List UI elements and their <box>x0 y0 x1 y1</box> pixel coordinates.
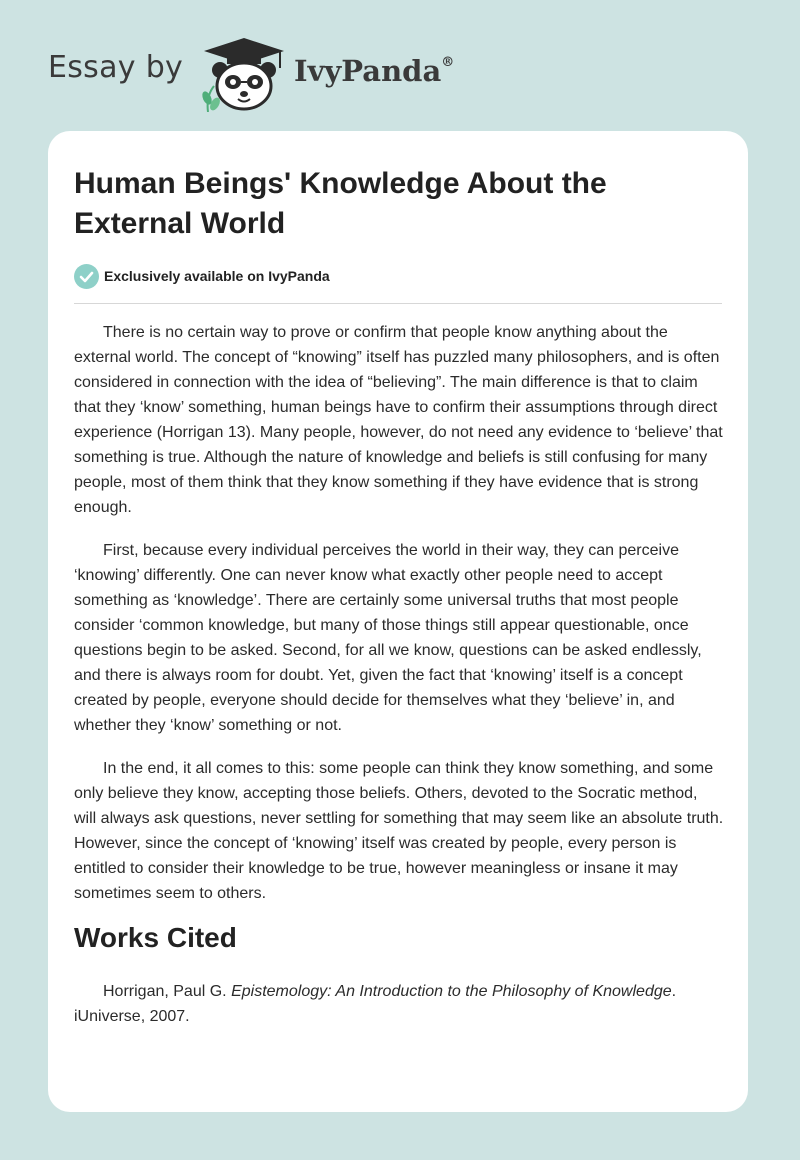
works-cited-heading: Works Cited <box>74 922 237 953</box>
check-circle-icon <box>74 264 99 289</box>
trademark-symbol: ® <box>441 55 455 71</box>
badge-text: Exclusively available on IvyPanda <box>104 268 330 284</box>
divider <box>74 303 722 304</box>
site-header <box>48 30 528 110</box>
citation-author: Horrigan, Paul G. <box>103 983 232 1000</box>
essay-by-label: Essay by <box>48 50 184 85</box>
essay-card <box>48 131 748 1112</box>
paragraph: In the end, it all comes to this: some people can think they know something, and some only believe they know, accepting those beliefs. Others, devoted to the Socratic method, will always ask questions, never settling for something that may seem like an absolute truth. However, since the concept of ‘knowing’ itself was created by people, every person is entitled to consider their knowledge to be true, however meaningless or insane it may sometimes seem to others. <box>74 760 724 902</box>
brand-name-text: IvyPanda <box>294 54 442 88</box>
citation-title: Epistemology: An Introduction to the Philosophy of Knowledge <box>231 983 672 1000</box>
exclusive-badge <box>74 264 474 290</box>
panda-graduate-icon[interactable] <box>200 34 292 112</box>
citation-entry <box>74 979 724 1029</box>
page-title: Human Beings' Knowledge About the External World <box>74 167 607 240</box>
essay-body <box>74 320 724 924</box>
paragraph: There is no certain way to prove or confirm that people know anything about the external world. The concept of “knowing” itself has puzzled many philosophers, and is often considered in connection with the idea of “believing”. The main difference is that to claim that they ‘know’ something, human beings have to confirm their assumptions through direct experience (Horrigan 13). Many people, however, do not need any evidence to ‘believe’ that something is true. Although the nature of knowledge and beliefs is still confusing for many people, most of them think that they know something if they have evidence that is strong enough. <box>74 324 723 516</box>
brand-name[interactable] <box>294 54 454 88</box>
paragraph: First, because every individual perceives the world in their way, they can perceive ‘knowing’ differently. One can never know what exactly other people need to accept something as ‘knowledge’. There are certainly some universal truths that most people consider ‘common knowledge, but many of those things still appear questionable, once questions begin to be asked. Second, for all we know, questions can be asked endlessly, and there is always room for doubt. Yet, given the fact that ‘knowing’ itself is a concept created by people, everyone should decide for themselves what they ‘believe’ in, and whether they ‘know’ something or not. <box>74 542 702 734</box>
citation-publisher: . iUniverse, 2007. <box>74 983 677 1025</box>
